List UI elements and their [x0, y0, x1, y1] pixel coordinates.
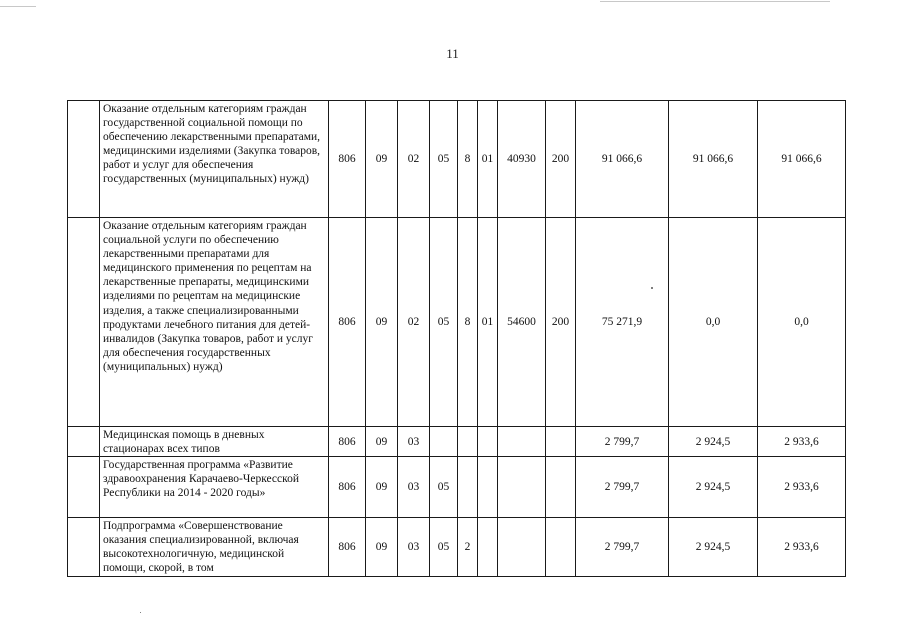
amount-year-1-cell: 75 271,9 [576, 218, 669, 427]
table-row [68, 218, 846, 427]
expense-type-cell [546, 457, 576, 518]
row-number-cell [68, 518, 100, 577]
target-article-cell-3 [478, 518, 498, 577]
target-article-cell-4 [498, 518, 546, 577]
amount-year-2-cell: 2 924,5 [669, 518, 758, 577]
target-article-cell-1: 05 [430, 218, 458, 427]
target-article-cell-4 [498, 427, 546, 457]
scan-speck [651, 287, 653, 289]
item-name-cell: Оказание отдельным категориям граждан государственной социальной помощи по обеспечению лекарственными препаратами, медицинскими изделиями (Закупка товаров, работ и услуг для обеспечения государственных (муниципальных) нужд) [100, 101, 329, 218]
item-name-cell: Медицинская помощь в дневных стационарах всех типов [100, 427, 329, 457]
item-name-cell: Оказание отдельным категориям граждан социальной услуги по обеспечению лекарственными препаратами для медицинского применения по рецептам на лекарственные препараты, медицинскими изделиями по рецептам на медицинские изделия, а также специализированными продуктами лечебного питания для детей-инвалидов (Закупка товаров, работ и услуг для обеспечения государственных (муниципальных) нужд) [100, 218, 329, 427]
subsection-code-cell: 03 [398, 427, 430, 457]
expense-type-cell: 200 [546, 101, 576, 218]
table-row [68, 427, 846, 457]
grbs-code-cell: 806 [329, 218, 366, 427]
target-article-cell-1: 05 [430, 457, 458, 518]
target-article-cell-2 [458, 427, 478, 457]
subsection-code-cell: 03 [398, 457, 430, 518]
target-article-cell-3 [478, 457, 498, 518]
expense-type-cell [546, 427, 576, 457]
table-row [68, 457, 846, 518]
table-row [68, 518, 846, 577]
target-article-cell-3 [478, 427, 498, 457]
section-code-cell: 09 [366, 518, 398, 577]
table-row [68, 101, 846, 218]
amount-year-3-cell: 2 933,6 [758, 427, 846, 457]
amount-year-1-cell: 91 066,6 [576, 101, 669, 218]
amount-year-3-cell: 2 933,6 [758, 518, 846, 577]
target-article-cell-3: 01 [478, 101, 498, 218]
grbs-code-cell: 806 [329, 427, 366, 457]
grbs-code-cell: 806 [329, 518, 366, 577]
amount-year-2-cell: 2 924,5 [669, 457, 758, 518]
page-number: 11 [446, 46, 459, 61]
amount-year-1-cell: 2 799,7 [576, 518, 669, 577]
target-article-cell-1: 05 [430, 518, 458, 577]
target-article-cell-2: 8 [458, 101, 478, 218]
target-article-cell-2: 8 [458, 218, 478, 427]
scan-speck [140, 612, 141, 613]
item-name-cell: Государственная программа «Развитие здравоохранения Карачаево-Черкесской Республики на 2014 - 2020 годы» [100, 457, 329, 518]
grbs-code-cell: 806 [329, 101, 366, 218]
row-number-cell [68, 457, 100, 518]
amount-year-2-cell: 91 066,6 [669, 101, 758, 218]
row-number-cell [68, 218, 100, 427]
target-article-cell-2: 2 [458, 518, 478, 577]
section-code-cell: 09 [366, 427, 398, 457]
subsection-code-cell: 03 [398, 518, 430, 577]
target-article-cell-1 [430, 427, 458, 457]
subsection-code-cell: 02 [398, 218, 430, 427]
target-article-cell-4 [498, 457, 546, 518]
item-name-cell: Подпрограмма «Совершенствование оказания специализированной, включая высокотехнологичную, медицинской помощи, скорой, в том [100, 518, 329, 577]
target-article-cell-2 [458, 457, 478, 518]
amount-year-1-cell: 2 799,7 [576, 457, 669, 518]
amount-year-1-cell: 2 799,7 [576, 427, 669, 457]
amount-year-3-cell: 0,0 [758, 218, 846, 427]
row-number-cell [68, 427, 100, 457]
amount-year-2-cell: 0,0 [669, 218, 758, 427]
subsection-code-cell: 02 [398, 101, 430, 218]
row-number-cell [68, 101, 100, 218]
expense-type-cell [546, 518, 576, 577]
target-article-cell-1: 05 [430, 101, 458, 218]
section-code-cell: 09 [366, 218, 398, 427]
target-article-cell-4: 54600 [498, 218, 546, 427]
scan-edge-line-left [0, 6, 36, 7]
expense-type-cell: 200 [546, 218, 576, 427]
scan-edge-line-right [600, 1, 830, 2]
target-article-cell-4: 40930 [498, 101, 546, 218]
section-code-cell: 09 [366, 457, 398, 518]
amount-year-2-cell: 2 924,5 [669, 427, 758, 457]
amount-year-3-cell: 91 066,6 [758, 101, 846, 218]
budget-table [67, 100, 846, 577]
amount-year-3-cell: 2 933,6 [758, 457, 846, 518]
target-article-cell-3: 01 [478, 218, 498, 427]
section-code-cell: 09 [366, 101, 398, 218]
grbs-code-cell: 806 [329, 457, 366, 518]
